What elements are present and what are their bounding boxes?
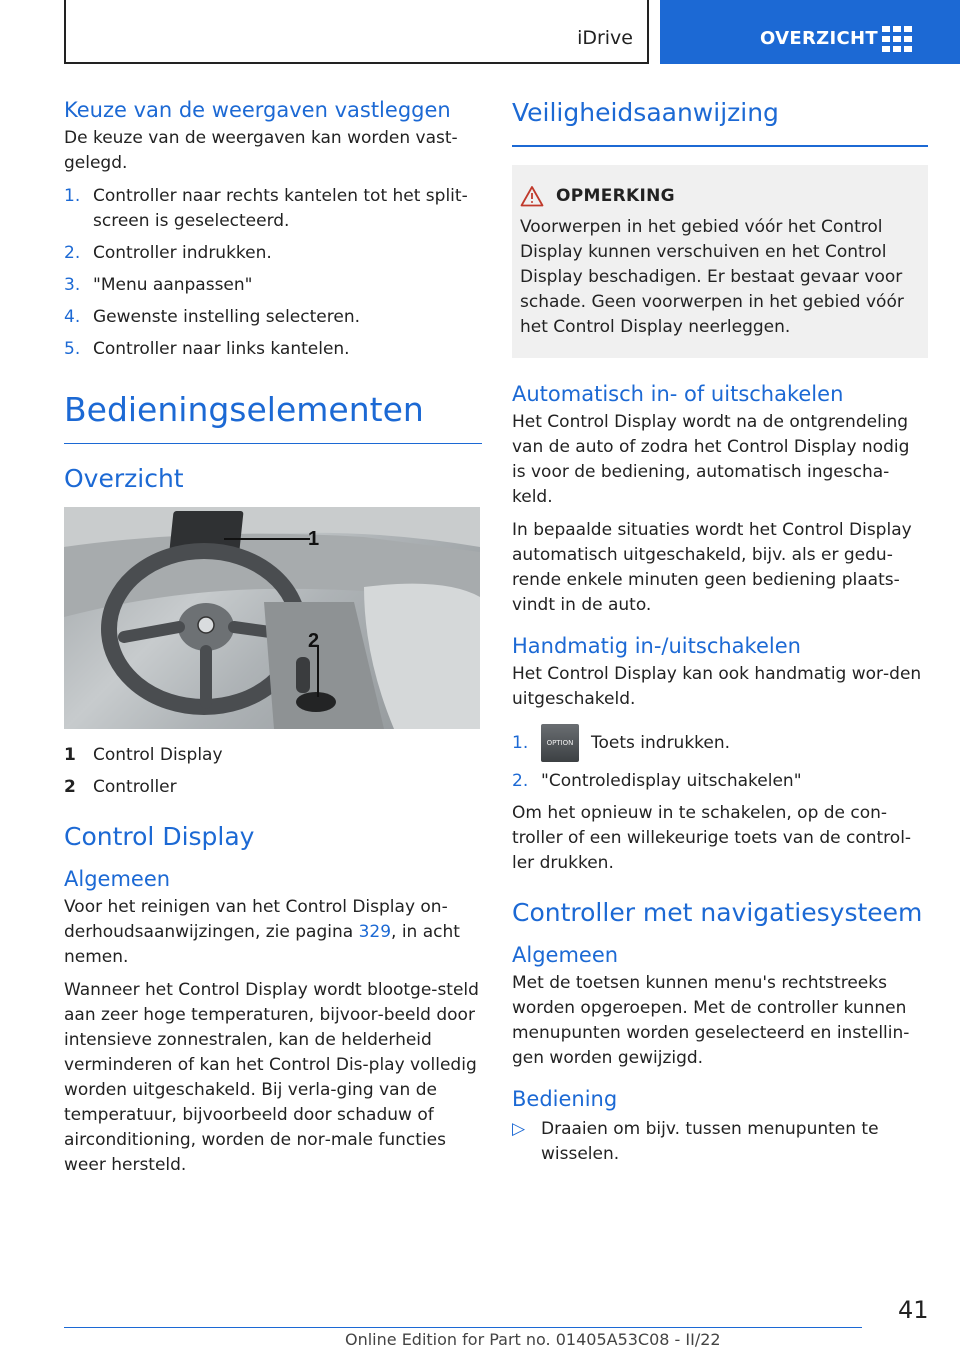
page-link-329[interactable]: 329	[358, 922, 392, 942]
warning-note-header	[520, 185, 920, 207]
left-column	[64, 98, 482, 1186]
footer-edition: Online Edition for Part no. 01405A53C08 - II/22	[345, 1330, 721, 1349]
footer-rule	[64, 1327, 862, 1328]
list-item: 1. Controller naar rechts kantelen tot het split‐screen is geselecteerd.	[64, 186, 468, 231]
heading-controller-navigatie: Controller met navigatiesysteem	[512, 898, 923, 927]
warning-note-title: OPMERKING	[556, 186, 675, 206]
cockpit-photo	[64, 507, 480, 729]
bullet-list-bediening	[512, 1117, 928, 1167]
list-item: ▷ Draaien om bijv. tussen menupunten te wisselen.	[512, 1117, 928, 1167]
legend-item: 1 Control Display	[64, 745, 223, 765]
paragraph-opnieuw: Om het opnieuw in te schakelen, op de con‐troller of een willekeurige toets van de control‐ler drukken.	[512, 803, 912, 873]
warning-triangle-icon	[520, 185, 544, 207]
steps-list-keuze	[64, 184, 482, 362]
paragraph-temperatuur: Wanneer het Control Display wordt blootge‐steld aan zeer hoge temperaturen, bijvoor‐beeld door intensieve zonnestralen, kan de helderheid verminderen of kan het Control Dis‐play volledig worden uitgeschakeld. Bij verla‐ging van de temperatuur, bijvoorbeeld door schaduw of airconditioning, worden de nor‐male functies weer hersteld.	[64, 980, 479, 1175]
triangle-bullet-icon: ▷	[512, 1119, 526, 1139]
paragraph-handmatig: Het Control Display kan ook handmatig wor‐den uitgeschakeld.	[512, 664, 922, 709]
heading-algemeen-2: Algemeen	[512, 943, 619, 967]
heading-control-display: Control Display	[64, 822, 255, 851]
header-chapter-tab[interactable]	[660, 0, 960, 64]
list-item: 2. "Controledisplay uitschakelen"	[512, 771, 802, 791]
list-item: 4. Gewenste instelling selecteren.	[64, 307, 360, 327]
heading-overzicht: Overzicht	[64, 464, 184, 493]
heading-veiligheidsaanwijzing: Veiligheidsaanwijzing	[512, 98, 928, 147]
paragraph-keuze: De keuze van de weergaven kan worden vast‐gelegd.	[64, 128, 458, 173]
paragraph-reinigen: Voor het reinigen van het Control Display on‐derhoudsaanwijzingen, zie pagina 329, in acht nemen.	[64, 897, 460, 967]
list-item: 5. Controller naar links kantelen.	[64, 339, 350, 359]
header-chapter-title: OVERZICHT	[760, 28, 878, 49]
paragraph-auto-2: In bepaalde situaties wordt het Control Display automatisch uitgeschakeld, bijv. als er gedu‐rende enkele minuten geen bediening plaats‐vindt in de auto.	[512, 520, 912, 615]
heading-bedieningselementen: Bedieningselementen	[64, 390, 482, 444]
cockpit-illustration	[64, 507, 480, 729]
legend-item: 2 Controller	[64, 777, 177, 797]
paragraph-auto-1: Het Control Display wordt na de ontgrendeling van de auto of zodra het Control Display nodig is voor de bediening, automatisch ingescha‐keld.	[512, 412, 910, 507]
heading-algemeen: Algemeen	[64, 867, 171, 891]
steps-list-handmatig	[512, 724, 928, 794]
heading-bediening: Bediening	[512, 1087, 618, 1111]
photo-callout-1: 1	[308, 528, 320, 550]
header-left-frame	[64, 0, 649, 64]
page-number: 41	[898, 1296, 929, 1324]
option-key-icon: OPTION	[541, 724, 579, 762]
grid-menu-icon	[882, 26, 912, 52]
heading-keuze: Keuze van de weergaven vastleggen	[64, 98, 451, 122]
header-section-title: iDrive	[577, 27, 633, 49]
paragraph-toetsen: Met de toetsen kunnen menu's rechtstreeks worden opgeroepen. Met de controller kunnen menupunten worden geselecteerd en instellin‐gen worden gewijzigd.	[512, 973, 910, 1068]
heading-handmatig: Handmatig in-/uitschakelen	[512, 634, 801, 658]
list-item: 2. Controller indrukken.	[64, 243, 272, 263]
heading-automatisch: Automatisch in- of uitschakelen	[512, 382, 844, 406]
list-item: 3. "Menu aanpassen"	[64, 275, 253, 295]
warning-note	[512, 165, 928, 358]
right-column	[512, 98, 928, 1167]
photo-callout-2: 2	[308, 630, 320, 652]
warning-note-text: Voorwerpen in het gebied vóór het Control Display kunnen verschuiven en het Control Display beschadigen. Er bestaat gevaar voor schade. Geen voorwerpen in het gebied vóór het Control Display neerleggen.	[520, 217, 904, 337]
list-item: 1. OPTION Toets indrukken.	[512, 724, 928, 762]
photo-legend	[64, 743, 482, 800]
